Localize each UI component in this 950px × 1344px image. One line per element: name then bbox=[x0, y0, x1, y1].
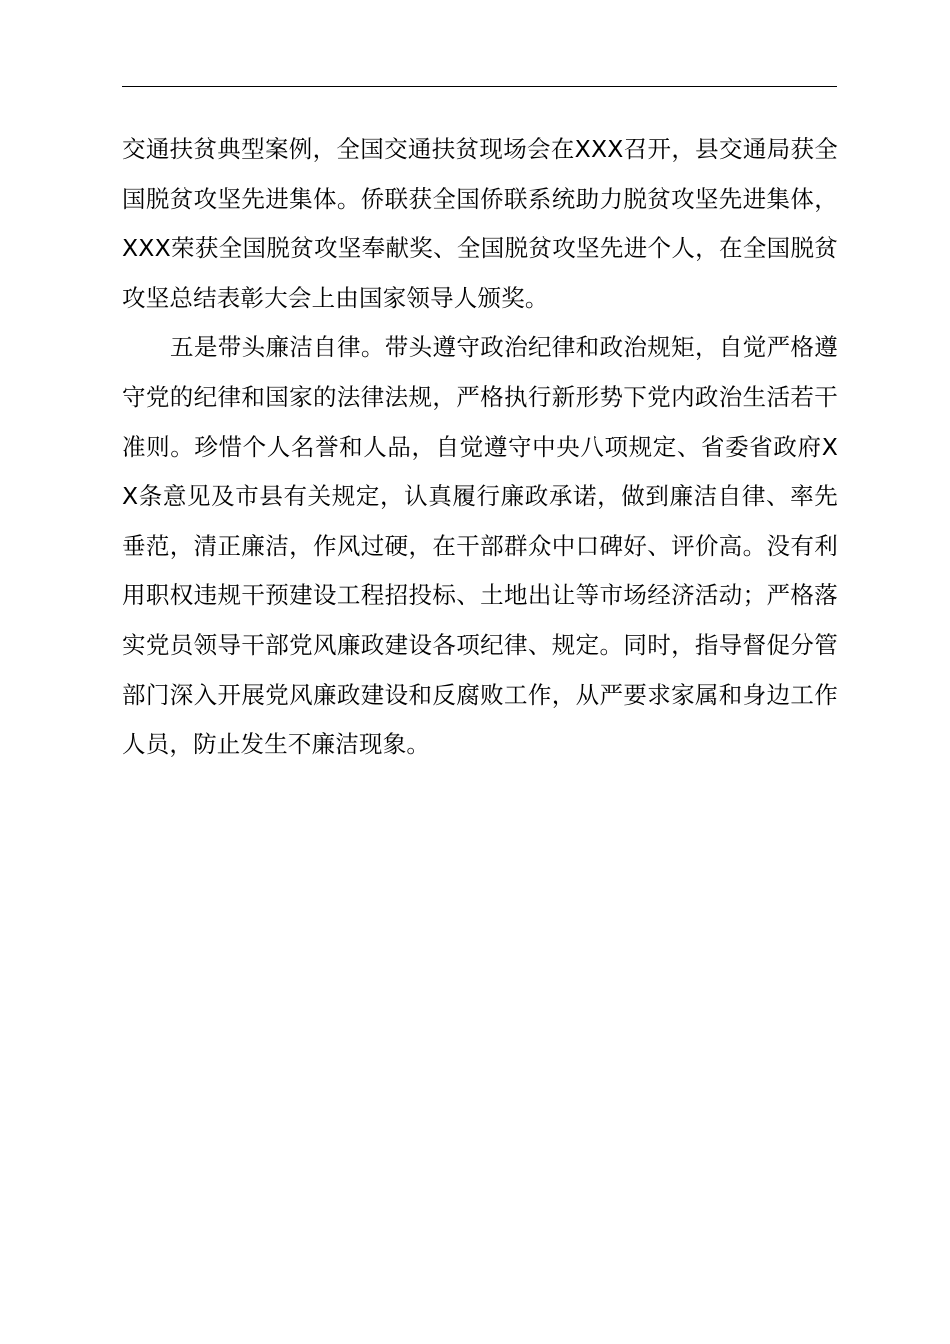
document-body bbox=[122, 125, 838, 770]
paragraph-point-five: 五是带头廉洁自律。带头遵守政治纪律和政治规矩，自觉严格遵守党的纪律和国家的法律法规，严格执行新形势下党内政治生活若干准则。珍惜个人名誉和人品，自觉遵守中央八项规定、省委省政府XX条意见及市县有关规定，认真履行廉政承诺，做到廉洁自律、率先垂范，清正廉洁，作风过硬，在干部群众中口碑好、评价高。没有利用职权违规干预建设工程招投标、土地出让等市场经济活动；严格落实党员领导干部党风廉政建设各项纪律、规定。同时，指导督促分管部门深入开展党风廉政建设和反腐败工作，从严要求家属和身边工作人员，防止发生不廉洁现象。 bbox=[122, 333, 838, 759]
paragraph-continuation: 交通扶贫典型案例，全国交通扶贫现场会在XXX召开，县交通局获全国脱贫攻坚先进集体。侨联获全国侨联系统助力脱贫攻坚先进集体，XXX荣获全国脱贫攻坚奉献奖、全国脱贫攻坚先进个人，在全国脱贫攻坚总结表彰大会上由国家领导人颁奖。 bbox=[122, 135, 838, 312]
header-rule bbox=[122, 86, 837, 87]
